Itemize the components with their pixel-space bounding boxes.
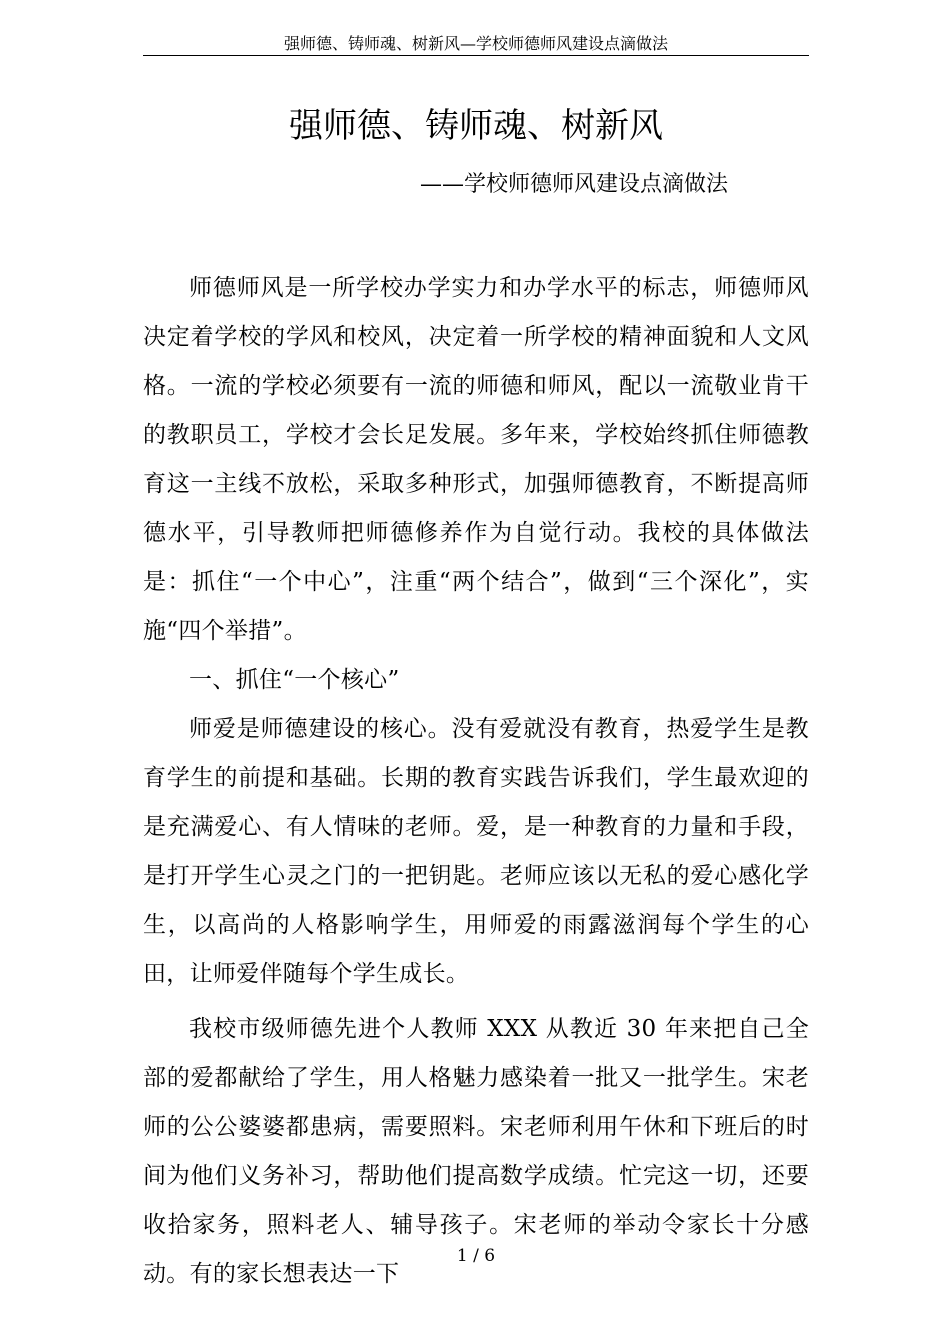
document-title: 强师德、铸师魂、树新风 bbox=[289, 106, 663, 146]
paragraph-core: 师爱是师德建设的核心。没有爱就没有教育，热爱学生是教育学生的前提和基础。长期的教育实践告诉我们，学生最欢迎的是充满爱心、有人情味的老师。爱，是一种教育的力量和手段，是打开学生心灵之门的一把钥匙。老师应该以无私的爱心感化学生，以高尚的人格影响学生，用师爱的雨露滋润每个学生的心田，让师爱伴随每个学生成长。 bbox=[143, 716, 809, 987]
section-heading-1: 一、抓住“一个核心” bbox=[189, 667, 400, 693]
document-subtitle: ——学校师德师风建设点滴做法 bbox=[420, 172, 729, 197]
running-header: 强师德、铸师魂、树新风—学校师德师风建设点滴做法 bbox=[283, 34, 668, 53]
paragraph-intro: 师德师风是一所学校办学实力和办学水平的标志，师德师风决定着学校的学风和校风，决定着一所学校的精神面貌和人文风格。一流的学校必须要有一流的师德和师风，配以一流敬业肯干的教职员工，学校才会长足发展。多年来，学校始终抓住师德教育这一主线不放松，采取多种形式，加强师德教育，不断提高师德水平，引导教师把师德修养作为自觉行动。我校的具体做法是：抓住“一个中心”，注重“两个结合”，做到“三个深化”，实施“四个举措”。 bbox=[143, 275, 809, 644]
paragraph-example: 我校市级师德先进个人教师 XXX 从教近 30 年来把自己全部的爱都献给了学生，用人格魅力感染着一批又一批学生。宋老师的公公婆婆都患病，需要照料。宋老师利用午休和下班后的时间为他们义务补习，帮助他们提高数学成绩。忙完这一切，还要收拾家务，照料老人、辅导孩子。宋老师的举动令家长十分感动。有的家长想表达一下 bbox=[143, 1016, 809, 1287]
page-number: 1 / 6 bbox=[456, 1246, 496, 1266]
document-body bbox=[143, 264, 809, 1299]
header-divider bbox=[143, 55, 809, 56]
